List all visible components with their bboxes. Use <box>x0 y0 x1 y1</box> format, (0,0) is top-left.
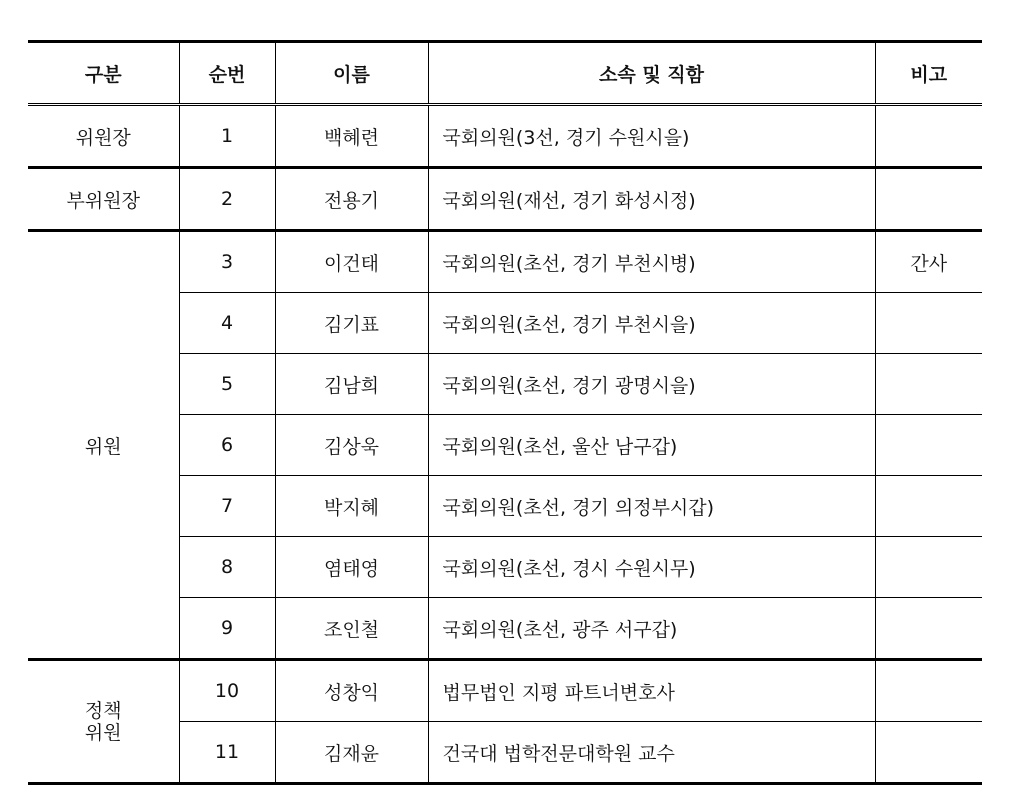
header-number: 순번 <box>179 42 275 105</box>
note-cell <box>875 168 982 231</box>
name-cell: 염태영 <box>275 537 428 598</box>
header-group: 구분 <box>28 42 179 105</box>
header-name: 이름 <box>275 42 428 105</box>
number-cell: 9 <box>179 598 275 660</box>
note-cell <box>875 476 982 537</box>
number-cell: 7 <box>179 476 275 537</box>
note-cell: 간사 <box>875 231 982 293</box>
header-affiliation: 소속 및 직함 <box>428 42 875 105</box>
number-cell: 6 <box>179 415 275 476</box>
group-cell: 위원 <box>28 231 179 660</box>
name-cell: 김기표 <box>275 293 428 354</box>
name-cell: 조인철 <box>275 598 428 660</box>
table-row <box>28 660 982 722</box>
group-cell: 위원장 <box>28 105 179 168</box>
number-cell: 5 <box>179 354 275 415</box>
note-cell <box>875 598 982 660</box>
note-cell <box>875 722 982 784</box>
number-cell: 1 <box>179 105 275 168</box>
name-cell: 전용기 <box>275 168 428 231</box>
name-cell: 이건태 <box>275 231 428 293</box>
affiliation-cell: 법무법인 지평 파트너변호사 <box>428 660 875 722</box>
affiliation-cell: 국회의원(초선, 경기 의정부시갑) <box>428 476 875 537</box>
affiliation-cell: 국회의원(초선, 경기 부천시병) <box>428 231 875 293</box>
number-cell: 8 <box>179 537 275 598</box>
affiliation-cell: 국회의원(3선, 경기 수원시을) <box>428 105 875 168</box>
header-note: 비고 <box>875 42 982 105</box>
number-cell: 10 <box>179 660 275 722</box>
group-cell: 부위원장 <box>28 168 179 231</box>
number-cell: 3 <box>179 231 275 293</box>
group-cell: 정책 위원 <box>28 660 179 784</box>
note-cell <box>875 354 982 415</box>
note-cell <box>875 105 982 168</box>
name-cell: 김남희 <box>275 354 428 415</box>
number-cell: 11 <box>179 722 275 784</box>
affiliation-cell: 국회의원(초선, 경기 부천시을) <box>428 293 875 354</box>
table-row <box>28 231 982 293</box>
note-cell <box>875 537 982 598</box>
name-cell: 박지혜 <box>275 476 428 537</box>
note-cell <box>875 293 982 354</box>
name-cell: 백혜련 <box>275 105 428 168</box>
name-cell: 성창익 <box>275 660 428 722</box>
affiliation-cell: 국회의원(초선, 경기 광명시을) <box>428 354 875 415</box>
table-row <box>28 168 982 231</box>
affiliation-cell: 국회의원(초선, 경시 수원시무) <box>428 537 875 598</box>
note-cell <box>875 660 982 722</box>
number-cell: 2 <box>179 168 275 231</box>
number-cell: 4 <box>179 293 275 354</box>
table-row <box>28 105 982 168</box>
affiliation-cell: 국회의원(초선, 광주 서구갑) <box>428 598 875 660</box>
affiliation-cell: 국회의원(재선, 경기 화성시정) <box>428 168 875 231</box>
name-cell: 김상욱 <box>275 415 428 476</box>
committee-member-table <box>28 40 982 785</box>
affiliation-cell: 건국대 법학전문대학원 교수 <box>428 722 875 784</box>
table-header-row <box>28 42 982 105</box>
note-cell <box>875 415 982 476</box>
affiliation-cell: 국회의원(초선, 울산 남구갑) <box>428 415 875 476</box>
name-cell: 김재윤 <box>275 722 428 784</box>
